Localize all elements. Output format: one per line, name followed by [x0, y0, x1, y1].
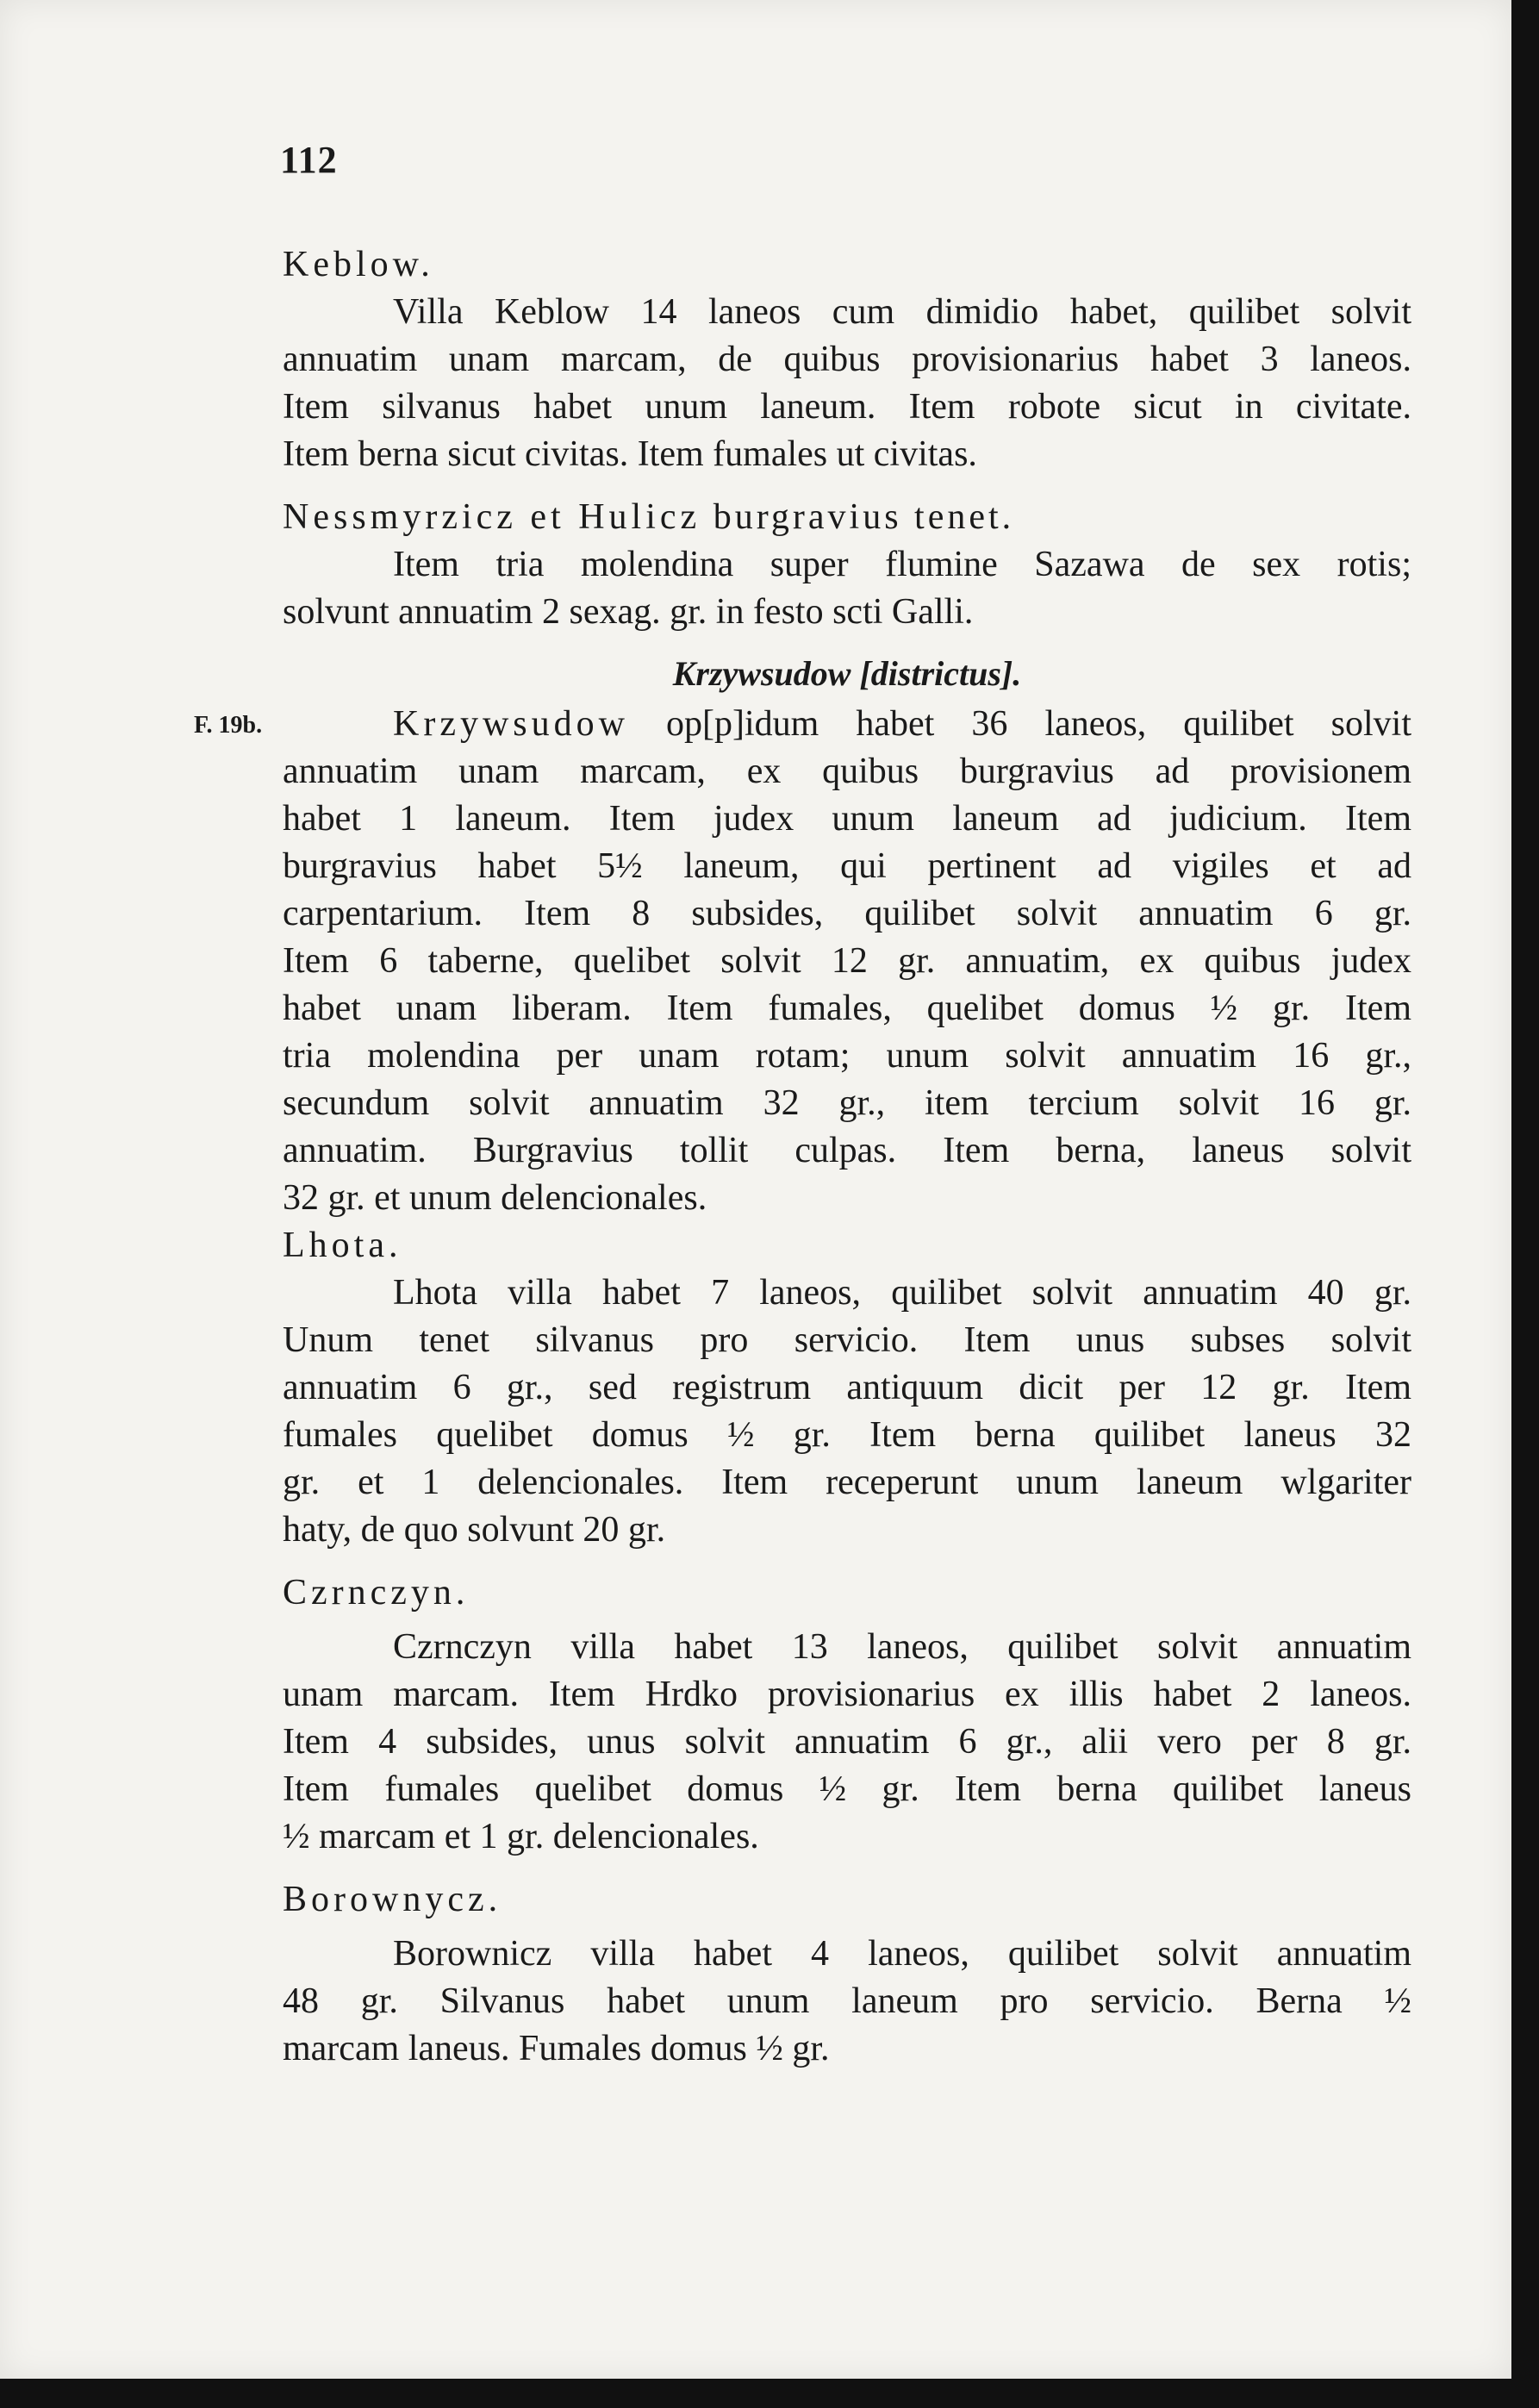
text-line: ½ marcam et 1 gr. delencionales.: [283, 1817, 759, 1856]
heading-place-names: Nessmyrzicz et Hulicz: [283, 497, 701, 537]
text-line: Item silvanus habet unum laneum. Item robote sicut in civitate.: [283, 387, 1411, 427]
section-heading-czrnczyn: Czrnczyn.: [283, 1573, 470, 1613]
text-line: [283, 701, 1411, 748]
heading-rest: burgravius tenet.: [713, 497, 1015, 537]
section-nessmyrzicz: [283, 541, 1411, 636]
section-borownycz: [283, 1931, 1411, 2073]
text-line: Lhota villa habet 7 laneos, quilibet solvit annuatim 40 gr.: [393, 1273, 1411, 1313]
page-number: 112: [280, 139, 338, 181]
text-line: 48 gr. Silvanus habet unum laneum pro servicio. Berna ½: [283, 1981, 1411, 2021]
section-heading-keblow: Keblow.: [283, 245, 434, 284]
section-heading-nessmyrzicz: [283, 494, 1411, 541]
text-line: annuatim unam marcam, de quibus provisionarius habet 3 laneos.: [283, 340, 1411, 379]
text-line: Item fumales quelibet domus ½ gr. Item berna quilibet laneus: [283, 1769, 1411, 1809]
text-line: habet unam liberam. Item fumales, quelibet domus ½ gr. Item: [283, 989, 1411, 1028]
section-heading-borownycz: Borownycz.: [283, 1880, 502, 1919]
text-line: fumales quelibet domus ½ gr. Item berna quilibet laneus 32: [283, 1415, 1411, 1455]
section-heading-lhota: Lhota.: [283, 1226, 402, 1265]
text-line: Czrnczyn villa habet 13 laneos, quilibet solvit annuatim: [393, 1627, 1411, 1667]
text-line: haty, de quo solvunt 20 gr.: [283, 1510, 666, 1550]
heading-krzywsudow: Krzywsudow: [393, 704, 629, 744]
text-line: Villa Keblow 14 laneos cum dimidio habet, quilibet solvit: [393, 292, 1411, 332]
section-keblow: [283, 289, 1411, 478]
section-czrnczyn: [283, 1624, 1411, 1861]
text-line: tria molendina per unam rotam; unum solvit annuatim 16 gr.,: [283, 1036, 1411, 1076]
text-line: annuatim. Burgravius tollit culpas. Item berna, laneus solvit: [283, 1131, 1411, 1170]
text-line: Unum tenet silvanus pro servicio. Item unus subses solvit: [283, 1320, 1411, 1360]
text-line: solvunt annuatim 2 sexag. gr. in festo scti Galli.: [283, 592, 974, 632]
text-line: carpentarium. Item 8 subsides, quilibet solvit annuatim 6 gr.: [283, 894, 1411, 933]
section-lhota: [283, 1270, 1411, 1554]
text-line: Item berna sicut civitas. Item fumales ut civitas.: [283, 434, 977, 474]
text-line: marcam laneus. Fumales domus ½ gr.: [283, 2029, 830, 2068]
text-line: Borownicz villa habet 4 laneos, quilibet solvit annuatim: [393, 1934, 1411, 1974]
district-heading: Krzywsudow [districtus].: [672, 654, 1022, 693]
text-line: Item 4 subsides, unus solvit annuatim 6 gr., alii vero per 8 gr.: [283, 1722, 1411, 1762]
text-line: habet 1 laneum. Item judex unum laneum ad judicium. Item: [283, 799, 1411, 839]
page-text: [283, 241, 1411, 2073]
text-line: annuatim 6 gr., sed registrum antiquum dicit per 12 gr. Item: [283, 1368, 1411, 1407]
text-line: 32 gr. et unum delencionales.: [283, 1178, 707, 1218]
text-line: Item tria molendina super flumine Sazawa de sex rotis;: [393, 545, 1411, 584]
text-line: Item 6 taberne, quelibet solvit 12 gr. annuatim, ex quibus judex: [283, 941, 1411, 981]
text-line: gr. et 1 delencionales. Item receperunt unum laneum wlgariter: [283, 1463, 1411, 1502]
section-krzywsudow: [283, 701, 1411, 1222]
text-line-rest: op[p]idum habet 36 laneos, quilibet solvit: [666, 704, 1412, 744]
text-line: secundum solvit annuatim 32 gr., item tercium solvit 16 gr.: [283, 1083, 1411, 1123]
text-line: burgravius habet 5½ laneum, qui pertinent ad vigiles et ad: [283, 846, 1411, 886]
text-line: annuatim unam marcam, ex quibus burgravius ad provisionem: [283, 752, 1411, 791]
text-line: unam marcam. Item Hrdko provisionarius ex illis habet 2 laneos.: [283, 1675, 1411, 1714]
margin-folio-note: F. 19b.: [194, 712, 263, 739]
